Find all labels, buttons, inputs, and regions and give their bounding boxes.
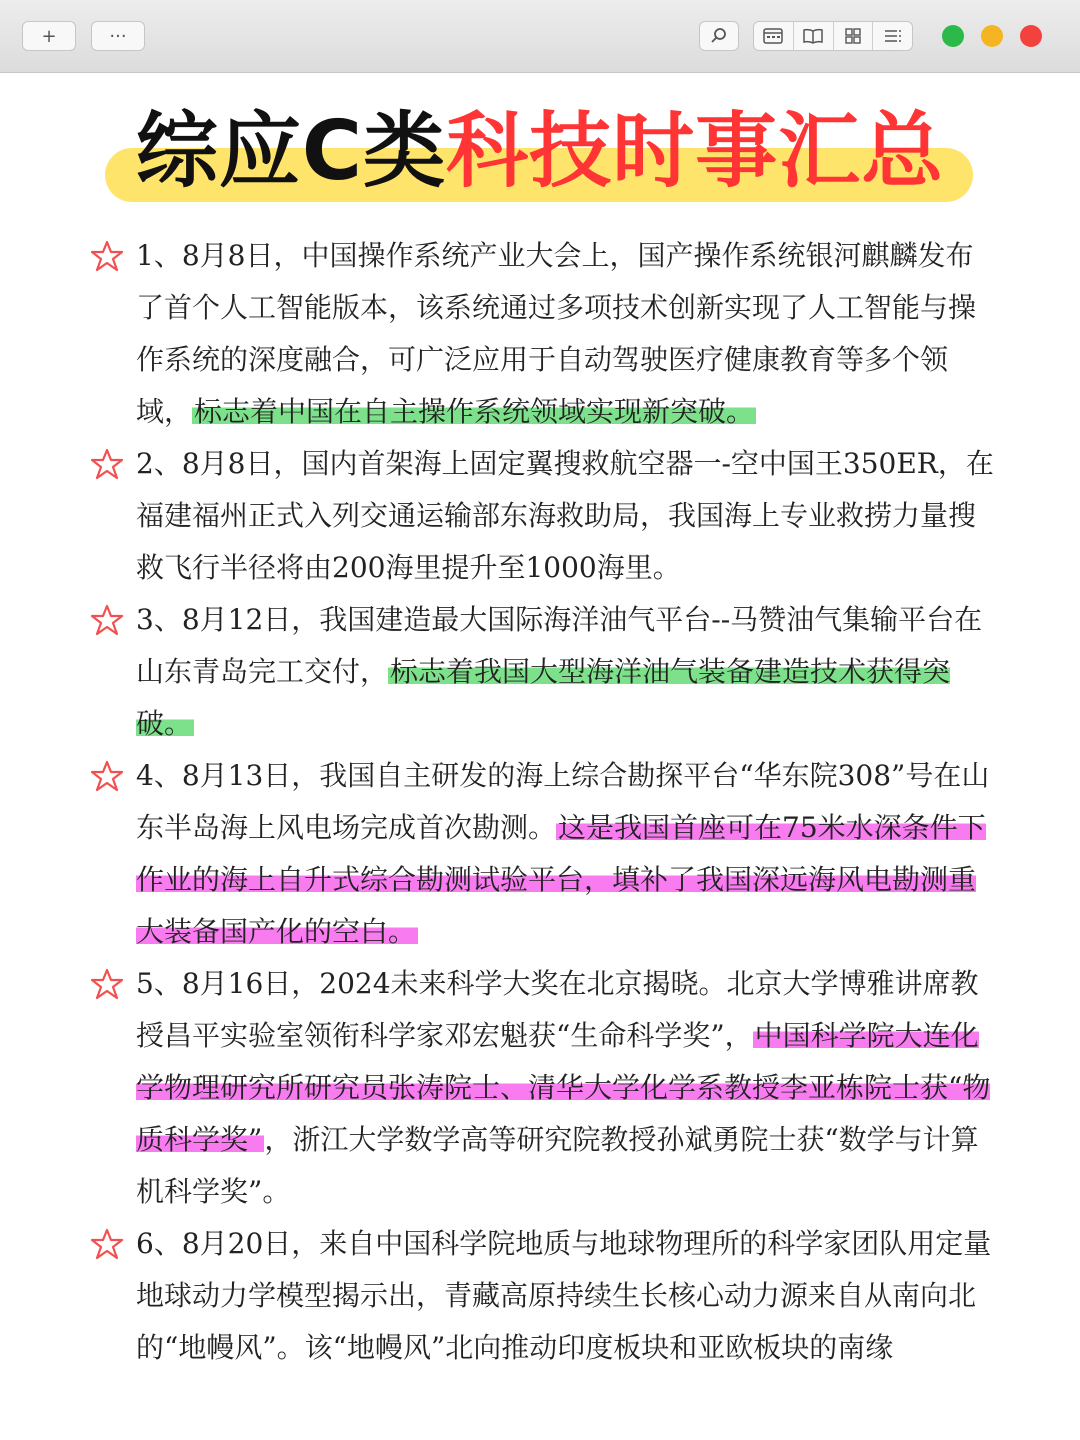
list-item	[0, 230, 1080, 438]
star-icon	[90, 759, 124, 793]
list-item	[0, 594, 1080, 750]
list-item	[0, 438, 1080, 594]
list-item	[0, 750, 1080, 958]
book-view-button[interactable]	[794, 22, 834, 50]
red-window-dot[interactable]	[1020, 25, 1042, 47]
item-text-tail: ，浙江大学数学高等研究院教授孙斌勇院士获“数学与计算机科学奖”。	[136, 1123, 979, 1208]
news-list	[0, 230, 1080, 1374]
item-highlight-green: 标志着中国在自主操作系统领域实现新突破。	[194, 395, 755, 428]
list-item	[0, 1218, 1080, 1374]
list-icon	[884, 29, 902, 43]
star-icon	[90, 967, 124, 1001]
search-button[interactable]	[699, 21, 739, 51]
add-button[interactable]: +	[22, 21, 76, 51]
star-icon	[90, 603, 124, 637]
item-highlight-green: 标志着我国大型海洋油气装备建造技术获得突破。	[136, 655, 951, 740]
item-text: 6、8月20日，来自中国科学院地质与地球物理所的科学家团队用定量地球动力学模型揭示出，青藏高原持续生长核心动力源来自从南向北的“地幔风”。该“地幔风”北向推动印度板块和亚欧板块的南缘	[136, 1227, 992, 1364]
title-black-part: 综应C类	[135, 104, 447, 199]
star-icon	[90, 1227, 124, 1261]
star-icon	[90, 239, 124, 273]
search-icon	[710, 27, 728, 45]
calendar-view-button[interactable]	[754, 22, 794, 50]
green-window-dot[interactable]	[942, 25, 964, 47]
grid-view-button[interactable]	[834, 22, 874, 50]
calendar-icon	[763, 28, 783, 44]
book-icon	[803, 28, 823, 44]
more-button[interactable]: ···	[91, 21, 145, 51]
list-view-button[interactable]	[873, 22, 912, 50]
window-toolbar	[0, 0, 1080, 73]
page-title	[0, 100, 1080, 210]
title-red-part: 科技时事汇总	[446, 104, 945, 199]
grid-icon	[845, 28, 861, 44]
yellow-window-dot[interactable]	[981, 25, 1003, 47]
item-highlight-pink: 中国科学院大连化学物理研究所研究员张涛院士、清华大学化学系教授李亚栋院士获“物质科学奖”	[136, 1019, 991, 1156]
title-text	[0, 100, 1080, 204]
list-item	[0, 958, 1080, 1218]
item-text: 4、8月13日，我国自主研发的海上综合勘探平台“华东院308”号在山东半岛海上风电场完成首次勘测。	[136, 759, 990, 844]
item-text: 3、8月12日，我国建造最大国际海洋油气平台--马赞油气集输平台在山东青岛完工交付，	[136, 603, 983, 688]
item-text: 5、8月16日，2024未来科学大奖在北京揭晓。北京大学博雅讲席教授昌平实验室领衔科学家邓宏魁获“生命科学奖”，	[136, 967, 979, 1052]
star-icon	[90, 447, 124, 481]
item-text: 1、8月8日，中国操作系统产业大会上，国产操作系统银河麒麟发布了首个人工智能版本，该系统通过多项技术创新实现了人工智能与操作系统的深度融合，可广泛应用于自动驾驶医疗健康教育等多个领域，	[136, 239, 977, 428]
item-text: 2、8月8日，国内首架海上固定翼搜救航空器一-空中国王350ER，在福建福州正式入列交通运输部东海救助局，我国海上专业救捞力量搜救飞行半径将由200海里提升至1000海里。	[136, 447, 994, 584]
view-mode-segmented-control	[753, 21, 913, 51]
item-highlight-pink: 这是我国首座可在75米水深条件下作业的海上自升式综合勘测试验平台，填补了我国深远海风电勘测重大装备国产化的空白。	[136, 811, 986, 948]
